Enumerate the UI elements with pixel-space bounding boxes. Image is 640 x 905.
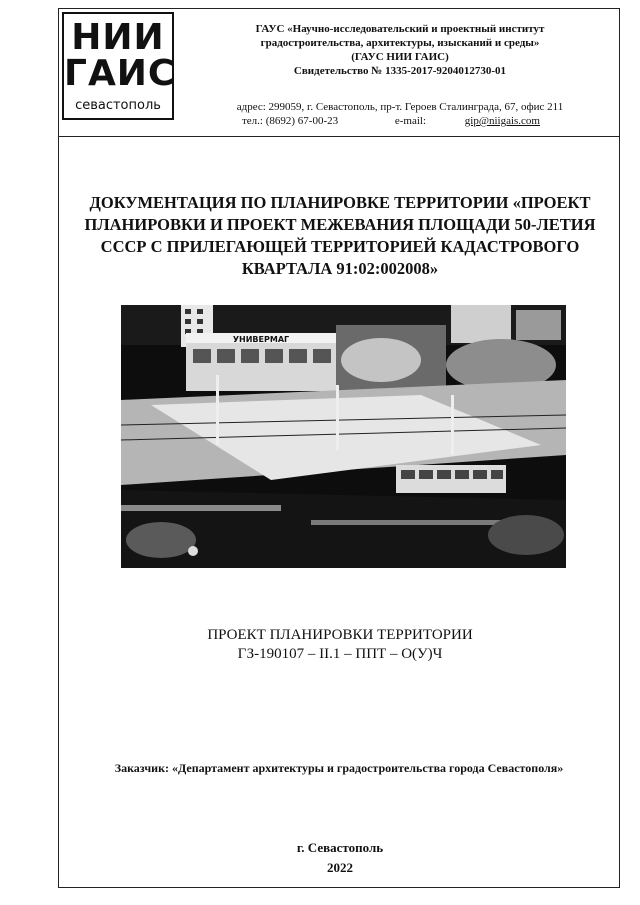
postal-address: адрес: 299059, г. Севастополь, пр-т. Героев Сталинграда, 67, офис 211 xyxy=(236,101,564,113)
document-title xyxy=(80,192,600,280)
phone-number: тел.: (8692) 67-00-23 xyxy=(241,115,339,127)
title-line-1: ДОКУМЕНТАЦИЯ ПО ПЛАНИРОВКЕ ТЕРРИТОРИИ «ПРОЕКТ xyxy=(89,193,591,212)
store-sign-text: УНИВЕРМАГ xyxy=(232,335,290,344)
email-block xyxy=(377,115,558,127)
subtitle-line-1: ПРОЕКТ ПЛАНИРОВКИ ТЕРРИТОРИИ xyxy=(207,627,473,643)
project-code: ГЗ-190107 – II.1 – ППТ – О(У)Ч xyxy=(237,646,443,662)
logo-line-3: севастополь xyxy=(75,98,161,113)
title-line-2: ПЛАНИРОВКИ И ПРОЕКТ МЕЖЕВАНИЯ ПЛОЩАДИ 50-ЛЕТИЯ xyxy=(84,215,596,234)
title-line-4: КВАРТАЛА 91:02:002008» xyxy=(241,259,439,278)
header-divider xyxy=(58,136,620,137)
contact-row xyxy=(180,114,620,128)
email-link[interactable]: gip@niigais.com xyxy=(464,115,540,127)
logo-line-2: ГАИС xyxy=(64,53,176,94)
certificate-number: Свидетельство № 1335-2017-9204012730-01 xyxy=(293,65,507,77)
document-year: 2022 xyxy=(327,860,353,875)
org-name-line-2: градостроительства, архитектуры, изысканий и среды» xyxy=(260,37,540,49)
org-short-name: (ГАУС НИИ ГАИС) xyxy=(351,51,449,63)
email-label: e-mail: xyxy=(394,115,427,127)
institute-logo xyxy=(62,12,174,120)
footer-block xyxy=(80,838,600,878)
contact-block xyxy=(180,100,620,128)
org-name-line-1: ГАУС «Научно-исследовательский и проектный институт xyxy=(255,23,545,35)
city-name: г. Севастополь xyxy=(296,840,384,855)
organization-block xyxy=(180,22,620,78)
logo-line-1: НИИ xyxy=(71,17,165,58)
customer-line: Заказчик: «Департамент архитектуры и градостроительства города Севастополя» xyxy=(114,761,564,775)
territory-photo xyxy=(121,305,566,568)
project-subtitle xyxy=(80,626,600,664)
title-line-3: СССР С ПРИЛЕГАЮЩЕЙ ТЕРРИТОРИЕЙ КАДАСТРОВОГО xyxy=(100,237,580,256)
